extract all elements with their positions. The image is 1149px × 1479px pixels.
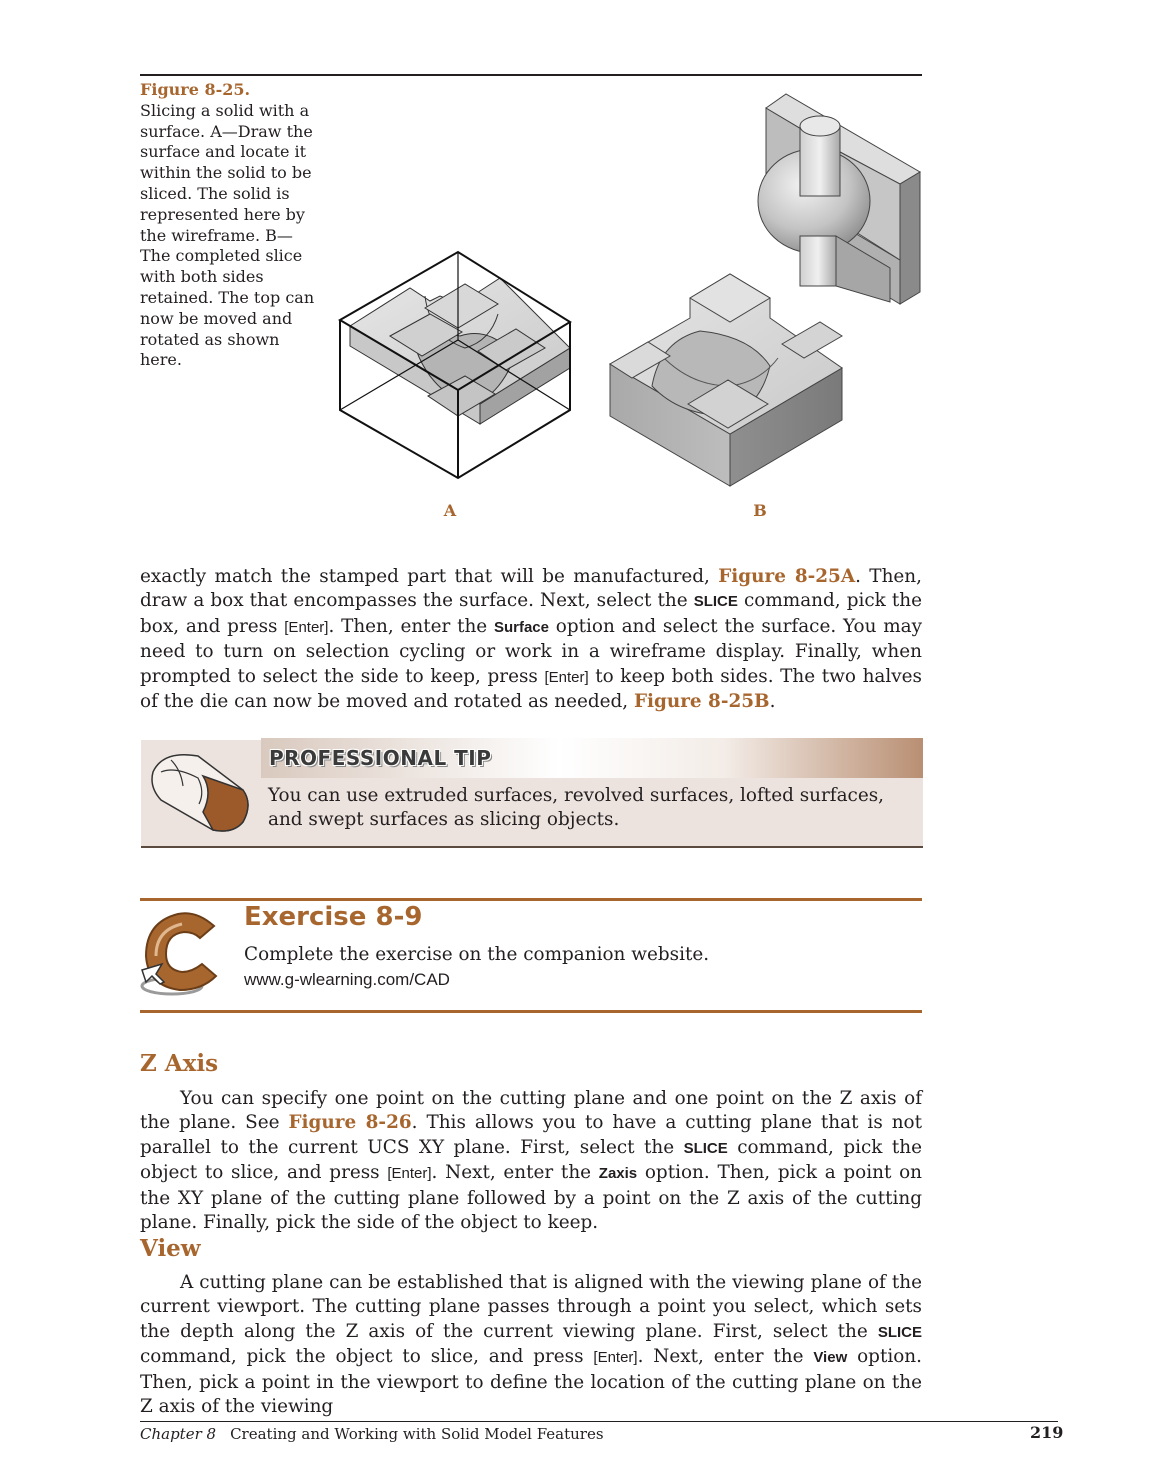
footer-chapter-number: Chapter 8 — [140, 1425, 217, 1443]
key-name: [Enter] — [284, 618, 329, 636]
view-text: option. Then, pick a point in the viewport to define the location of the cutting plane on the Z axis of the viewing — [140, 1346, 922, 1418]
page-number: 219 — [1030, 1423, 1064, 1442]
tip-text: You can use extruded surfaces, revolved surfaces, lofted surfaces, and swept surfaces as slicing objects. — [268, 785, 885, 830]
para1-text: command, pick the box, and press — [140, 590, 922, 637]
key-name: [Enter] — [544, 668, 589, 686]
exercise-title: Exercise 8-9 — [244, 902, 423, 932]
companion-website-icon — [134, 906, 234, 1000]
para1-text: . Then, draw a box that encompasses the surface. Next, select the — [140, 566, 922, 612]
view-text: . Next, enter the — [637, 1346, 814, 1368]
para1-text: exactly match the stamped part that will be manufactured, — [140, 566, 719, 587]
section-heading-view: View — [140, 1235, 201, 1262]
z-axis-text: You can specify one point on the cutting plane and one point on the Z axis of the plane. See — [140, 1088, 922, 1134]
figure-reference-link[interactable]: Figure 8-25A — [718, 566, 856, 587]
z-axis-paragraph — [140, 1087, 922, 1235]
exercise-bottom-rule — [140, 1010, 922, 1013]
computer-mouse-icon — [143, 742, 261, 842]
z-axis-text: . Next, enter the — [431, 1162, 599, 1184]
exercise-top-rule — [140, 898, 922, 901]
figure-reference-link[interactable]: Figure 8-26 — [288, 1112, 412, 1134]
key-name: [Enter] — [387, 1165, 432, 1183]
para1-text: . — [769, 691, 776, 713]
figure-b-bottom-half — [610, 274, 842, 486]
view-text: A cutting plane can be established that is aligned with the viewing plane of the current viewport. The cutting plane passes through a point you select, which sets the depth along the Z axis of the current viewing plane. First, select the — [140, 1272, 922, 1342]
view-paragraph — [140, 1271, 922, 1419]
exercise-text: Complete the exercise on the companion website. — [244, 944, 710, 965]
figure-title: Figure 8-25. — [140, 80, 251, 99]
figure-illustration — [330, 86, 930, 526]
view-text: command, pick the object to slice, and press — [140, 1346, 594, 1368]
figure-caption-text: Slicing a solid with a surface. A—Draw the surface and locate it within the solid to be sliced. The solid is represented here by the wireframe. B—The completed slice with both sides retained. The top can now be moved and rotated as shown here. — [140, 100, 315, 370]
figure-b-top-half — [758, 94, 920, 304]
body-paragraph-1 — [140, 565, 922, 714]
key-name: [Enter] — [593, 1349, 638, 1367]
figure-reference-link[interactable]: Figure 8-25B — [633, 691, 770, 713]
command-name: SLICE — [693, 593, 738, 611]
option-name: Zaxis — [598, 1165, 638, 1183]
para1-text: to keep both sides. The two halves of the die can now be moved and rotated as needed, — [140, 665, 922, 713]
tip-header — [261, 738, 923, 778]
tip-divider — [141, 738, 261, 740]
footer-rule — [140, 1421, 1058, 1422]
figure-label-b: B — [753, 501, 767, 520]
para1-text: . Then, enter the — [328, 615, 494, 637]
tip-title: PROFESSIONAL TIP — [269, 746, 492, 770]
professional-tip-box — [141, 738, 923, 848]
z-axis-text: . This allows you to have a cutting plane that is not parallel to the current UCS XY plane. First, select the — [140, 1112, 922, 1158]
figure-top-rule — [140, 74, 922, 76]
section-heading-z-axis: Z Axis — [140, 1050, 219, 1077]
z-axis-text: option. Then, pick a point on the XY plane of the cutting plane followed by a point on the Z axis of the cutting plane. Finally, pick the side of the object to keep. — [140, 1162, 922, 1234]
figure-label-a: A — [443, 501, 457, 520]
option-name: View — [813, 1349, 848, 1367]
footer-chapter-title — [140, 1425, 604, 1443]
figure-caption — [140, 80, 320, 371]
footer-title: Creating and Working with Solid Model Features — [230, 1425, 604, 1443]
figure-a-drawing — [340, 252, 570, 478]
para1-text: option and select the surface. You may need to turn on selection cycling or work in a wireframe display. Finally, when prompted to select the side to keep, press — [140, 615, 922, 687]
option-name: Surface — [493, 618, 549, 636]
z-axis-text: command, pick the object to slice, and press — [140, 1136, 922, 1184]
command-name: SLICE — [683, 1139, 728, 1157]
exercise-url-link[interactable]: www.g-wlearning.com/CAD — [244, 970, 450, 989]
command-name: SLICE — [877, 1323, 922, 1341]
